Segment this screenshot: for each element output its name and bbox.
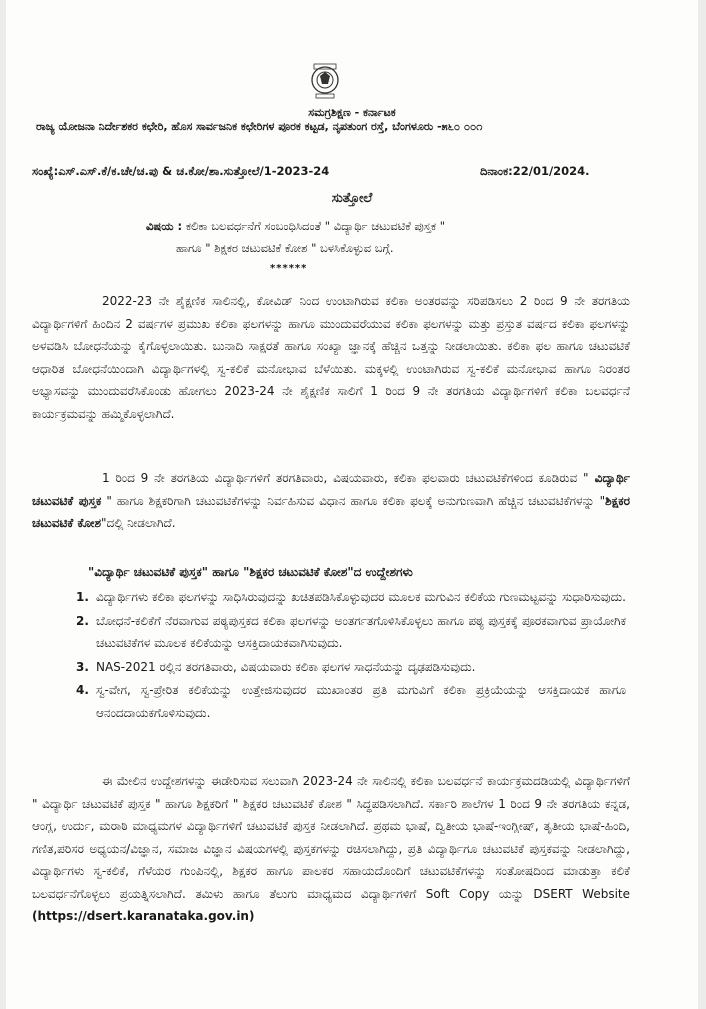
paragraph-2-text-c: " ಹಾಗೂ ಶಿಕ್ಷಕರಿಗಾಗಿ ಚಟುವಟಿಕೆಗಳನ್ನು ನಿರ್ವಹಿಸುವ ವಿಧಾನ ಹಾಗೂ ಕಲಿಕಾ ಫಲಕ್ಕೆ ಅನುಗುಣವಾಗಿ ಹೆಚ್ಚಿನ ಚಟುವಟಿಕೆಗಳನ್ನು " <box>101 493 606 508</box>
list-item <box>76 656 626 679</box>
list-number: 1. <box>76 590 89 604</box>
org-name: ಸಮಗ್ರಶಿಕ್ಷಣ - ಕರ್ನಾಟಕ <box>308 106 396 119</box>
subject-label: ವಿಷಯ : <box>146 219 183 233</box>
student-book-name: ವಿದ್ಯಾರ್ಥಿ ಚಟುವಟಿಕೆ ಪುಸ್ತಕ <box>32 471 630 508</box>
paragraph-2-text-a: 1 ರಿಂದ 9 ನೇ ತರಗತಿಯ ವಿದ್ಯಾರ್ಥಿಗಳಿಗೆ ತರಗತಿವಾರು, ವಿಷಯವಾರು, ಕಲಿಕಾ ಫಲವಾರು ಚಟುವಟಿಕೆಗಳಿಂದ ಕೂಡಿರುವ " <box>102 471 589 485</box>
teacher-kit-name: ಶಿಕ್ಷಕರ ಚಟುವಟಿಕೆ ಕೋಶ <box>32 493 630 530</box>
objectives-list <box>76 586 626 725</box>
paragraph-3-text: ಈ ಮೇಲಿನ ಉದ್ದೇಶಗಳನ್ನು ಈಡೇರಿಸುವ ಸಲುವಾಗಿ 2023-24 ನೇ ಸಾಲಿನಲ್ಲಿ ಕಲಿಕಾ ಬಲವರ್ಧನೆ ಕಾರ್ಯಕ್ರಮದಡಿಯಲ್ಲಿ ವಿದ್ಯಾರ್ಥಿಗಳಿಗೆ " ವಿದ್ಯಾರ್ಥಿ ಚಟುವಟಿಕೆ ಪುಸ್ತಕ " ಹಾಗೂ ಶಿಕ್ಷಕರಿಗೆ " ಶಿಕ್ಷಕರ ಚಟುವಟಿಕೆ ಕೋಶ " ಸಿದ್ಧಪಡಿಸಲಾಗಿದೆ. ಸರ್ಕಾರಿ ಶಾಲೆಗಳ 1 ರಿಂದ 9 ನೇ ತರಗತಿಯ ಕನ್ನಡ, ಆಂಗ್ಲ, ಉರ್ದು, ಮರಾಠಿ ಮಾಧ್ಯಮಗಳ ವಿದ್ಯಾರ್ಥಿಗಳಿಗೆ ಚಟುವಟಿಕೆ ಪುಸ್ತಕ ನೀಡಲಾಗಿದೆ. ಪ್ರಥಮ ಭಾಷೆ, ದ್ವಿತೀಯ ಭಾಷೆ-ಇಂಗ್ಲೀಷ್, ತೃತೀಯ ಭಾಷೆ-ಹಿಂದಿ, ಗಣಿತ,ಪರಿಸರ ಅಧ್ಯಯನ/ವಿಜ್ಞಾನ, ಸಮಾಜ ವಿಜ್ಞಾನ ವಿಷಯಗಳಲ್ಲಿ ಪುಸ್ತಕಗಳನ್ನು ರಚಿಸಲಾಗಿದ್ದು, ಪ್ರತಿ ವಿದ್ಯಾರ್ಥಿಗೂ ಚಟುವಟಿಕೆ ಪುಸ್ತಕವನ್ನು ನೀಡಲಾಗಿದ್ದು, ವಿದ್ಯಾರ್ಥಿಗಳು ಸ್ವ-ಕಲಿಕೆ, ಗೆಳೆಯರ ಗುಂಪಿನಲ್ಲಿ, ಶಿಕ್ಷಕರ ಹಾಗೂ ಪಾಲಕರ ಸಹಾಯದೊಂದಿಗೆ ಚಟುವಟಿಕೆಗಳನ್ನು ಸಂತೋಷದಿಂದ ಮಾಡುತ್ತಾ ಕಲಿಕೆ ಬಲವರ್ಧನೆಗೊಳ್ಳಲು ಪ್ರಯತ್ನಿಸಲಾಗಿದೆ. ತಮಿಳು ಹಾಗೂ ತೆಲುಗು ಮಾಧ್ಯಮದ ವಿದ್ಯಾರ್ಥಿಗಳಿಗೆ Soft Copy ಯನ್ನು DSERT Website <box>32 774 630 901</box>
list-text: ಬೋಧನೆ-ಕಲಿಕೆಗೆ ನೆರವಾಗುವ ಪಠ್ಯಪುಸ್ತಕದ ಕಲಿಕಾ ಫಲಗಳನ್ನು ಅಂತರ್ಗತಗೊಳಿಸಿಕೊಳ್ಳಲು ಹಾಗೂ ಪಠ್ಯ ಪುಸ್ತಕಕ್ಕೆ ಪೂರಕವಾಗುವ ಪ್ರಾಯೋಗಿಕ ಚಟುವಟಿಕೆಗಳ ಮೂಲಕ ಕಲಿಕೆಯನ್ನು ಆಸಕ್ತಿದಾಯಕವಾಗಿಸುವುದು. <box>96 613 626 650</box>
subject-line-1 <box>146 219 445 234</box>
list-text: ಸ್ವ-ವೇಗ, ಸ್ವ-ಪ್ರೇರಿತ ಕಲಿಕೆಯನ್ನು ಉತ್ತೇಜಿಸುವುದರ ಮುಖಾಂತರ ಪ್ರತಿ ಮಗುವಿಗೆ ಕಲಿಕಾ ಪ್ರಕ್ರಿಯೆಯನ್ನು ಆಸಕ್ತಿದಾಯಕ ಹಾಗೂ ಆನಂದದಾಯಕಗೊಳಿಸುವುದು. <box>96 683 626 720</box>
paragraph-1-text: 2022-23 ನೇ ಶೈಕ್ಷಣಿಕ ಸಾಲಿನಲ್ಲಿ, ಕೋವಿಡ್ ನಿಂದ ಉಂಟಾಗಿರುವ ಕಲಿಕಾ ಅಂತರವನ್ನು ಸರಿಪಡಿಸಲು 2 ರಿಂದ 9 ನೇ ತರಗತಿಯ ವಿದ್ಯಾರ್ಥಿಗಳಿಗೆ ಹಿಂದಿನ 2 ವರ್ಷಗಳ ಪ್ರಮುಖ ಕಲಿಕಾ ಫಲಗಳನ್ನು ಹಾಗೂ ಮುಂದುವರೆಯುವ ಕಲಿಕಾ ಫಲಗಳನ್ನು ಮತ್ತು ಪ್ರಸ್ತುತ ವರ್ಷದ ಕಲಿಕಾ ಫಲಗಳನ್ನು ಅಳವಡಿಸಿ ಬೋಧನೆಯನ್ನು ಕೈಗೊಳ್ಳಲಾಯಿತು. ಬುನಾದಿ ಸಾಕ್ಷರತೆ ಹಾಗೂ ಸಂಖ್ಯಾ ಜ್ಞಾನಕ್ಕೆ ಹೆಚ್ಚಿನ ಒತ್ತನ್ನು ನೀಡಲಾಯಿತು. ಕಲಿಕಾ ಫಲ ಹಾಗೂ ಚಟುವಟಿಕೆ ಆಧಾರಿತ ಬೋಧನೆಯಿಂದಾಗಿ ವಿದ್ಯಾರ್ಥಿಗಳಲ್ಲಿ ಸ್ವ-ಕಲಿಕೆ ಮನೋಭಾವ ಬೆಳೆಯಿತು. ಮಕ್ಕಳಲ್ಲಿ ಉಂಟಾಗಿರುವ ಸ್ವ-ಕಲಿಕೆ ಮನೋಭಾವ ಹಾಗೂ ನಿರಂತರ ಅಭ್ಯಾಸವನ್ನು ಮುಂದುವರೆಸಿಕೊಂಡು ಹೋಗಲು 2023-24 ನೇ ಶೈಕ್ಷಣಿಕ ಸಾಲಿಗೆ 1 ರಿಂದ 9 ನೇ ತರಗತಿಯ ವಿದ್ಯಾರ್ಥಿಗಳಿಗೆ ಕಲಿಕಾ ಬಲವರ್ಧನೆ ಕಾರ್ಯಕ್ರಮವನ್ನು ಹಮ್ಮಿಕೊಳ್ಳಲಾಗಿದೆ. <box>32 294 630 421</box>
list-item <box>76 679 626 724</box>
paragraph-2 <box>32 467 630 535</box>
list-item <box>76 586 626 609</box>
subject-text-1: ಕಲಿಕಾ ಬಲವರ್ಧನೆಗೆ ಸಂಬಂಧಿಸಿದಂತೆ " ವಿದ್ಯಾರ್ಥಿ ಚಟುವಟಿಕೆ ಪುಸ್ತಕ " <box>185 219 445 233</box>
document-page <box>6 0 698 1009</box>
org-address: ರಾಜ್ಯ ಯೋಜನಾ ನಿರ್ದೇಶಕರ ಕಛೇರಿ, ಹೊಸ ಸಾರ್ವಜನಿಕ ಕಛೇರಿಗಳ ಪೂರಕ ಕಟ್ಟಡ, ನೃಪತುಂಗ ರಸ್ತೆ, ಬೆಂಗಳೂರು -೫೬೦ ೦೦೧ <box>36 120 483 133</box>
list-number: 3. <box>76 659 89 674</box>
circular-title: ಸುತ್ತೋಲೆ <box>331 191 373 206</box>
paragraph-1 <box>32 290 630 425</box>
paragraph-3 <box>32 770 630 928</box>
separator-stars: ****** <box>270 263 308 274</box>
list-text: NAS-2021 ರಲ್ಲಿನ ತರಗತಿವಾರು, ವಿಷಯವಾರು ಕಲಿಕಾ ಫಲಗಳ ಸಾಧನೆಯನ್ನು ದೃಢಪಡಿಸುವುದು. <box>96 659 476 674</box>
reference-number: ಸಂಖ್ಯೆ:ಎಸ್.ಎಸ್.ಕೆ/ಕ.ಚೇ/ಚ.ಪು & ಚ.ಕೋ/ಶಾ.ಸುತ್ತೋಲೆ/1-2023-24 <box>32 164 330 178</box>
objectives-heading: "ವಿದ್ಯಾರ್ಥಿ ಚಟುವಟಿಕೆ ಪುಸ್ತಕ" ಹಾಗೂ "ಶಿಕ್ಷಕರ ಚಟುವಟಿಕೆ ಕೋಶ"ದ ಉದ್ದೇಶಗಳು <box>88 565 413 579</box>
state-emblem-icon <box>298 58 352 102</box>
list-text: ವಿದ್ಯಾರ್ಥಿಗಳು ಕಲಿಕಾ ಫಲಗಳನ್ನು ಸಾಧಿಸಿರುವುದನ್ನು ಖಚಿತಪಡಿಸಿಕೊಳ್ಳುವುದರ ಮೂಲಕ ಮಗುವಿನ ಕಲಿಕೆಯ ಗುಣಮಟ್ಟವನ್ನು ಸುಧಾರಿಸುವುದು. <box>96 590 626 604</box>
list-number: 2. <box>76 613 89 628</box>
list-number: 4. <box>76 683 89 697</box>
document-date: ದಿನಾಂಕ:22/01/2024. <box>480 164 590 178</box>
list-item <box>76 610 626 655</box>
subject-line-2: ಹಾಗೂ " ಶಿಕ್ಷಕರ ಚಟುವಟಿಕೆ ಕೋಶ " ಬಳಸಿಕೊಳ್ಳುವ ಬಗ್ಗೆ. <box>176 241 394 255</box>
paragraph-2-text-e: "ದಲ್ಲಿ ನೀಡಲಾಗಿದೆ. <box>101 516 176 530</box>
dsert-website-link[interactable]: (https://dsert.karanataka.gov.in) <box>32 909 255 923</box>
